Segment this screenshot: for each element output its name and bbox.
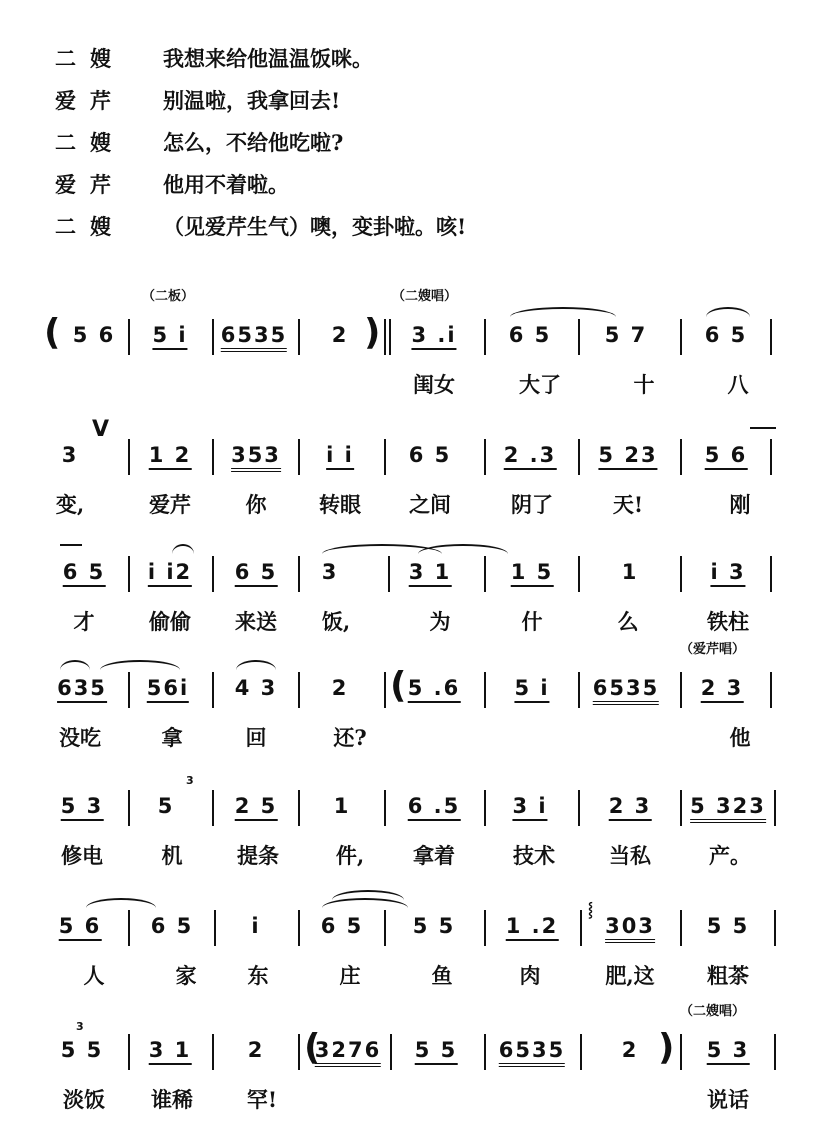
speaker: 爱芹 <box>55 88 125 113</box>
barline <box>578 439 580 475</box>
notes: 3 .i <box>411 323 456 350</box>
notes: 2 3 <box>609 794 652 821</box>
grace-note: 3 <box>76 1020 84 1033</box>
dialogue-text: 我想来给他温温饭咪。 <box>163 46 373 71</box>
speaker: 二嫂 <box>55 46 125 71</box>
slur <box>172 544 194 564</box>
lyric: 为 <box>429 609 451 634</box>
barline <box>128 790 130 826</box>
barline <box>128 439 130 475</box>
lyric: 技术 <box>513 843 555 868</box>
dialogue-text: 他用不着啦。 <box>163 172 289 197</box>
notes: 6 5 <box>508 323 552 347</box>
score-row <box>0 285 822 405</box>
notes: i i2 <box>148 560 192 587</box>
barline <box>770 672 772 708</box>
notes: 353 <box>231 443 281 472</box>
open-paren: ( <box>390 665 407 706</box>
barline <box>298 319 300 355</box>
speaker: 二嫂 <box>55 214 125 239</box>
barline <box>680 910 682 946</box>
barline <box>770 319 772 355</box>
notes: 2 <box>331 676 349 700</box>
breath-mark: V <box>92 417 110 442</box>
barline <box>484 319 486 355</box>
notes: 56i <box>147 676 189 703</box>
slur <box>706 307 750 327</box>
notes: 1 <box>333 794 351 818</box>
lyric: 回 <box>245 725 267 750</box>
singer-annotation: （二嫂唱） <box>392 289 458 304</box>
lyric: 庄 <box>339 963 361 988</box>
lyric: 人 <box>83 963 105 988</box>
notes: 3 i <box>512 794 547 821</box>
score-row <box>0 876 822 996</box>
lyric: 粗茶 <box>707 963 749 988</box>
close-paren: ) <box>364 312 381 353</box>
barline <box>680 439 682 475</box>
barline <box>484 672 486 708</box>
singer-annotation: （爱芹唱） <box>680 642 746 657</box>
lyric: 么 <box>617 609 639 634</box>
barline <box>212 672 214 708</box>
notes: 5 .6 <box>408 676 461 703</box>
lyric: 什 <box>521 609 543 634</box>
notes: 3276 <box>315 1038 381 1067</box>
barline <box>128 1034 130 1070</box>
barline <box>680 556 682 592</box>
notes: 6535 <box>499 1038 565 1067</box>
barline <box>390 1034 392 1070</box>
singer-annotation: （二嫂唱） <box>680 1004 746 1019</box>
barline <box>298 1034 300 1070</box>
barline <box>214 910 216 946</box>
barline <box>580 1034 582 1070</box>
dialogue-line <box>55 164 289 204</box>
notes: 5 23 <box>598 443 657 470</box>
close-paren: ) <box>658 1027 675 1068</box>
lyric: 东 <box>247 963 269 988</box>
notes: 303 <box>605 914 655 943</box>
barline <box>484 556 486 592</box>
dialogue-line <box>55 80 340 120</box>
barline <box>298 910 300 946</box>
notes: 5 6 <box>705 443 748 470</box>
score-row <box>0 638 822 758</box>
barline <box>212 439 214 475</box>
barline <box>680 790 682 826</box>
slur <box>332 890 404 910</box>
grace-note: 3 <box>186 774 194 787</box>
notes: i i <box>326 443 354 470</box>
barline <box>298 672 300 708</box>
notes: 5 i <box>514 676 549 703</box>
notes: 4 3 <box>234 676 278 700</box>
notes: 2 <box>621 1038 639 1062</box>
lyric: 八 <box>727 372 749 397</box>
lyric: 当私 <box>609 843 651 868</box>
notes: 6535 <box>593 676 659 705</box>
barline <box>384 910 386 946</box>
barline <box>212 319 214 355</box>
barline <box>484 790 486 826</box>
barline <box>128 672 130 708</box>
barline <box>484 1034 486 1070</box>
dialogue-line <box>55 38 373 78</box>
barline <box>384 439 386 475</box>
barline <box>298 790 300 826</box>
barline <box>384 790 386 826</box>
notes: 5 6 <box>59 914 102 941</box>
lyric: 偷偷 <box>149 609 191 634</box>
barline <box>774 790 776 826</box>
lyric: 还? <box>333 725 367 750</box>
barline <box>484 910 486 946</box>
notes: 5 3 <box>61 794 104 821</box>
barline <box>578 672 580 708</box>
lyric: 铁柱 <box>707 609 749 634</box>
notes: 3 1 <box>149 1038 192 1065</box>
barline <box>680 672 682 708</box>
lyric: 你 <box>245 492 267 517</box>
lyric: 肥,这 <box>605 963 655 988</box>
slur <box>418 544 508 564</box>
notes: 2 5 <box>235 794 278 821</box>
score-row <box>0 522 822 642</box>
lyric: 肉 <box>519 963 541 988</box>
lyric: 转眼 <box>319 492 361 517</box>
notes: 6535 <box>221 323 287 352</box>
slur <box>60 660 90 680</box>
notes: 1 2 <box>149 443 192 470</box>
notes: 2 .3 <box>504 443 557 470</box>
barline <box>578 556 580 592</box>
lyric: 说话 <box>707 1087 749 1112</box>
lyric: 他 <box>729 725 751 750</box>
notes: 5 5 <box>415 1038 458 1065</box>
notes: 6 .5 <box>408 794 461 821</box>
barline <box>298 556 300 592</box>
lyric: 才 <box>73 609 95 634</box>
notes: 6 5 <box>408 443 452 467</box>
score-row <box>0 756 822 876</box>
lyric: 来送 <box>235 609 277 634</box>
notes: 2 <box>331 323 349 347</box>
barline <box>680 1034 682 1070</box>
barline <box>212 556 214 592</box>
barline <box>680 319 682 355</box>
open-paren: ( <box>44 312 61 353</box>
dialogue-line <box>55 122 343 162</box>
notes: 1 5 <box>511 560 554 587</box>
lyric: 天! <box>612 492 644 517</box>
barline <box>384 319 386 355</box>
dialogue-text: 怎么，不给他吃啦? <box>163 130 344 155</box>
lyric: 修电 <box>61 843 103 868</box>
barline <box>770 439 772 475</box>
lyric: 没吃 <box>59 725 101 750</box>
notes: 5 6 <box>72 323 116 347</box>
notes: 6 5 <box>235 560 278 587</box>
barline <box>578 790 580 826</box>
notes: i 3 <box>710 560 745 587</box>
lyric: 之间 <box>409 492 451 517</box>
notes: 5 <box>157 794 175 818</box>
dialogue-line <box>55 206 466 246</box>
notes: 6 5 <box>704 323 748 347</box>
open-paren: ( <box>304 1027 321 1068</box>
notes: 5 5 <box>60 1038 104 1062</box>
barline <box>774 1034 776 1070</box>
notes: 5 5 <box>412 914 456 938</box>
notes: 6 5 <box>63 560 106 587</box>
notes: 1 .2 <box>506 914 559 941</box>
lyric: 淡饭 <box>63 1087 105 1112</box>
notes: 3 1 <box>409 560 452 587</box>
trill-mark: ⸾ <box>588 902 594 918</box>
notes: 5 i <box>152 323 187 350</box>
notes: 5 7 <box>604 323 648 347</box>
lyric: 件, <box>335 843 365 868</box>
barline <box>484 439 486 475</box>
lyric: 拿着 <box>413 843 455 868</box>
lyric: 阴了 <box>511 492 553 517</box>
notes: 1 <box>621 560 639 584</box>
lyric: 变, <box>55 492 85 517</box>
speaker: 爱芹 <box>55 172 125 197</box>
notes: 3 <box>321 560 339 584</box>
barline <box>128 910 130 946</box>
dialogue-text: （见爱芹生气）噢，变卦啦。咳! <box>163 214 467 239</box>
barline <box>212 1034 214 1070</box>
slur <box>236 660 276 680</box>
slur <box>510 307 616 327</box>
notes: 5 3 <box>707 1038 750 1065</box>
section-annotation: （二板） <box>142 289 195 304</box>
barline <box>128 556 130 592</box>
barline <box>770 556 772 592</box>
barline <box>298 439 300 475</box>
notes: 5 323 <box>690 794 766 823</box>
lyric: 大了 <box>519 372 561 397</box>
barline <box>384 672 386 708</box>
barline <box>388 556 390 592</box>
notes: 6 5 <box>320 914 364 938</box>
barline <box>578 319 580 355</box>
barline <box>128 319 130 355</box>
lyric: 十 <box>633 372 655 397</box>
barline <box>580 910 582 946</box>
slur <box>86 898 156 918</box>
lyric: 谁稀 <box>151 1087 193 1112</box>
lyric: 刚 <box>729 492 751 517</box>
lyric: 机 <box>161 843 183 868</box>
tie <box>750 427 776 447</box>
score-row <box>0 405 822 525</box>
lyric: 鱼 <box>431 963 453 988</box>
barline <box>212 790 214 826</box>
barline <box>389 319 391 355</box>
barline <box>774 910 776 946</box>
dialogue-text: 别温啦，我拿回去! <box>163 88 341 113</box>
speaker: 二嫂 <box>55 130 125 155</box>
lyric: 拿 <box>161 725 183 750</box>
notes: 2 3 <box>701 676 744 703</box>
lyric: 爱芹 <box>149 492 191 517</box>
score-row <box>0 1000 822 1120</box>
lyric: 闺女 <box>413 372 455 397</box>
lyric: 产。 <box>709 843 751 868</box>
lyric: 饭, <box>321 609 351 634</box>
notes: 2 <box>247 1038 265 1062</box>
notes: 6 5 <box>150 914 194 938</box>
notes: 635 <box>57 676 107 703</box>
lyric: 提条 <box>237 843 279 868</box>
lyric: 家 <box>175 963 197 988</box>
lyric: 罕! <box>246 1087 278 1112</box>
notes: 5 5 <box>706 914 750 938</box>
notes: i <box>251 914 261 938</box>
notes: 3 <box>61 443 79 467</box>
